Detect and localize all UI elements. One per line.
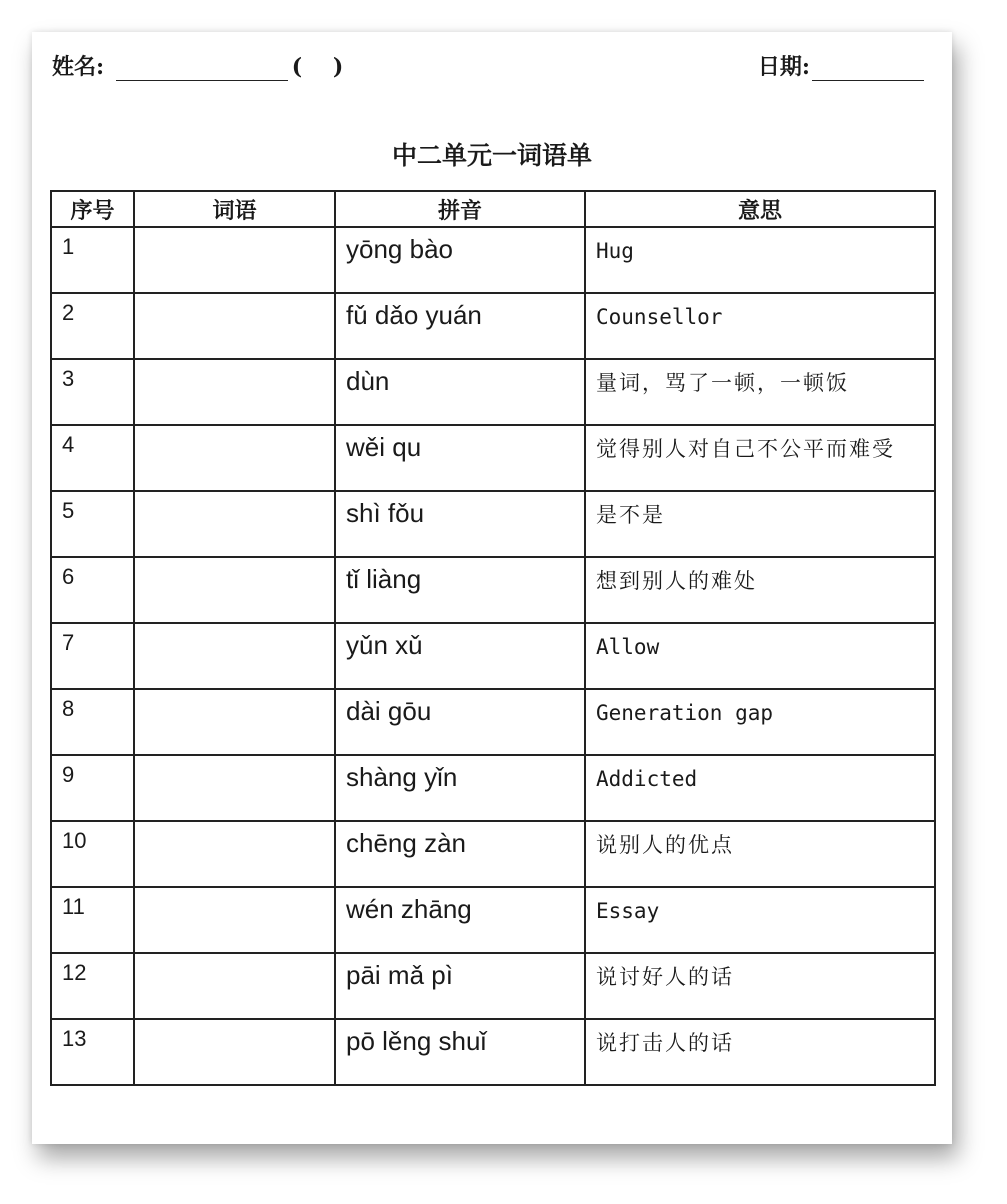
word-blank-cell[interactable] — [134, 689, 335, 755]
name-field-group — [52, 50, 343, 81]
meaning-cell: Essay — [585, 887, 935, 953]
date-blank-line[interactable] — [812, 56, 924, 81]
word-blank-cell[interactable] — [134, 821, 335, 887]
word-blank-cell[interactable] — [134, 359, 335, 425]
word-blank-cell[interactable] — [134, 557, 335, 623]
table-row — [51, 689, 935, 755]
word-blank-cell[interactable] — [134, 1019, 335, 1085]
row-number-cell: 7 — [51, 623, 134, 689]
meaning-cell: Hug — [585, 227, 935, 293]
row-number-cell: 4 — [51, 425, 134, 491]
row-number-cell: 5 — [51, 491, 134, 557]
student-info-header — [52, 50, 924, 86]
row-number-cell: 10 — [51, 821, 134, 887]
table-row — [51, 359, 935, 425]
meaning-cell: Allow — [585, 623, 935, 689]
meaning-cell: 说讨好人的话 — [585, 953, 935, 1019]
word-blank-cell[interactable] — [134, 623, 335, 689]
column-header-pinyin: 拼音 — [335, 191, 585, 227]
pinyin-cell: pō lěng shuǐ — [335, 1019, 585, 1085]
meaning-cell: Counsellor — [585, 293, 935, 359]
word-blank-cell[interactable] — [134, 887, 335, 953]
name-blank-line[interactable] — [116, 56, 288, 81]
table-header-row — [51, 191, 935, 227]
word-blank-cell[interactable] — [134, 953, 335, 1019]
table-row — [51, 1019, 935, 1085]
table-row — [51, 557, 935, 623]
column-header-number: 序号 — [51, 191, 134, 227]
pinyin-cell: shì fǒu — [335, 491, 585, 557]
word-blank-cell[interactable] — [134, 293, 335, 359]
table-row — [51, 887, 935, 953]
table-row — [51, 293, 935, 359]
row-number-cell: 2 — [51, 293, 134, 359]
vocabulary-table — [50, 190, 936, 1086]
pinyin-cell: yǔn xǔ — [335, 623, 585, 689]
row-number-cell: 1 — [51, 227, 134, 293]
pinyin-cell: dùn — [335, 359, 585, 425]
worksheet-title: 中二单元一词语单 — [391, 141, 592, 170]
table-row — [51, 623, 935, 689]
class-number-paren: ( ) — [291, 54, 344, 80]
meaning-cell: Addicted — [585, 755, 935, 821]
table-row — [51, 491, 935, 557]
row-number-cell: 8 — [51, 689, 134, 755]
pinyin-cell: fǔ dǎo yuán — [335, 293, 585, 359]
meaning-cell: 是不是 — [585, 491, 935, 557]
row-number-cell: 9 — [51, 755, 134, 821]
meaning-cell: 量词，骂了一顿，一顿饭 — [585, 359, 935, 425]
meaning-cell: 想到别人的难处 — [585, 557, 935, 623]
pinyin-cell: shàng yǐn — [335, 755, 585, 821]
row-number-cell: 13 — [51, 1019, 134, 1085]
row-number-cell: 12 — [51, 953, 134, 1019]
word-blank-cell[interactable] — [134, 491, 335, 557]
meaning-cell: 觉得别人对自己不公平而难受 — [585, 425, 935, 491]
pinyin-cell: dài gōu — [335, 689, 585, 755]
word-blank-cell[interactable] — [134, 425, 335, 491]
word-blank-cell[interactable] — [134, 755, 335, 821]
date-field-group — [758, 50, 924, 81]
row-number-cell: 11 — [51, 887, 134, 953]
column-header-meaning: 意思 — [585, 191, 935, 227]
table-row — [51, 755, 935, 821]
pinyin-cell: wén zhāng — [335, 887, 585, 953]
meaning-cell: Generation gap — [585, 689, 935, 755]
vocabulary-rows — [51, 227, 935, 1085]
meaning-cell: 说别人的优点 — [585, 821, 935, 887]
name-label: 姓名: — [52, 54, 105, 80]
pinyin-cell: tǐ liàng — [335, 557, 585, 623]
row-number-cell: 3 — [51, 359, 134, 425]
pinyin-cell: wěi qu — [335, 425, 585, 491]
table-row — [51, 953, 935, 1019]
column-header-word: 词语 — [134, 191, 335, 227]
pinyin-cell: pāi mǎ pì — [335, 953, 585, 1019]
pinyin-cell: yōng bào — [335, 227, 585, 293]
row-number-cell: 6 — [51, 557, 134, 623]
pinyin-cell: chēng zàn — [335, 821, 585, 887]
word-blank-cell[interactable] — [134, 227, 335, 293]
meaning-cell: 说打击人的话 — [585, 1019, 935, 1085]
table-row — [51, 425, 935, 491]
table-row — [51, 821, 935, 887]
worksheet-page — [32, 32, 952, 1144]
table-row — [51, 227, 935, 293]
date-label: 日期: — [757, 54, 810, 80]
